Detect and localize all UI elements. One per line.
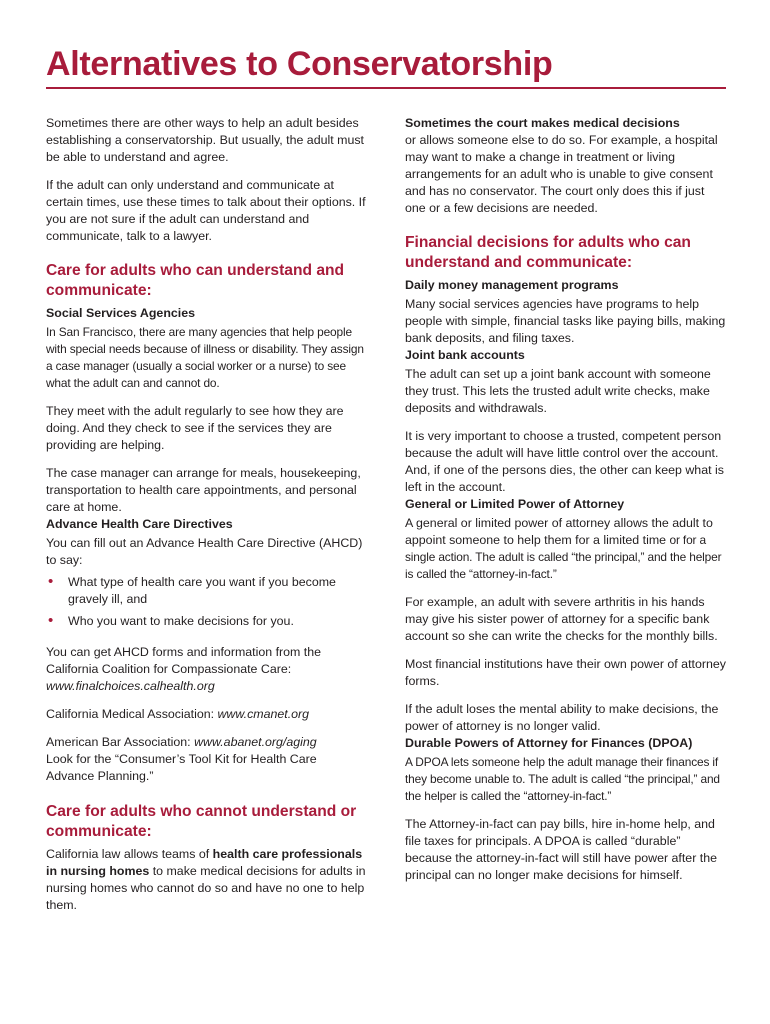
- joint-bank-heading: Joint bank accounts: [405, 348, 525, 362]
- cma-paragraph: California Medical Association: www.cmanet.org: [46, 707, 310, 721]
- social-services-paragraph-1: In San Francisco, there are many agencies that help people with special needs because of illness or disability. They assign a case manager (usually a social worker or a nurse) to see what the adult can and cannot do.: [46, 325, 364, 390]
- ahcd-paragraph-1: You can fill out an Advance Health Care Directive (AHCD) to say:: [46, 536, 363, 567]
- ahcd-heading: Advance Health Care Directives: [46, 517, 233, 531]
- right-column: [405, 115, 727, 884]
- general-poa-heading: General or Limited Power of Attorney: [405, 497, 625, 511]
- dpoa-heading: Durable Powers of Attorney for Finances (DPOA): [405, 736, 693, 750]
- social-services-paragraph-3: The case manager can arrange for meals, housekeeping, transportation to health care appointments, and personal care at home.: [46, 466, 361, 514]
- joint-bank-paragraph-2: It is very important to choose a trusted, competent person because the adult will have little control over the account. And, if one of the persons dies, the other can keep what is left in the account.: [405, 429, 724, 494]
- intro-paragraph-2: If the adult can only understand and communicate at certain times, use these times to talk about their options. If you are not sure if the adult can understand and communicate, talk to a lawyer.: [46, 178, 366, 243]
- cannot-communicate-paragraph: California law allows teams of health care professionals in nursing homes to make medical decisions for adults in nursing homes who cannot do so and have no one to help them.: [46, 847, 366, 912]
- intro-paragraph-1: Sometimes there are other ways to help an adult besides establishing a conservatorship. But usually, the adult must be able to understand and agree.: [46, 116, 364, 164]
- finalchoices-link[interactable]: www.finalchoices.calhealth.org: [46, 679, 215, 693]
- joint-bank-paragraph-1: The adult can set up a joint bank account with someone they trust. This lets the trusted adult write checks, make deposits and withdrawals.: [405, 367, 711, 415]
- bullet-icon: •: [48, 612, 54, 629]
- court-paragraph: Sometimes the court makes medical decisions or allows someone else to do so. For example, a hospital may want to make a change in treatment or living arrangements for an adult who is unable to give consent and has no conservator. The court only does this if just one or a few decisions are needed.: [405, 116, 718, 215]
- daily-money-heading: Daily money management programs: [405, 278, 619, 292]
- social-services-heading: Social Services Agencies: [46, 306, 196, 320]
- ahcd-paragraph-2: You can get AHCD forms and information from the California Coalition for Compassionate Care: www.finalchoices.calhealth.org: [46, 645, 322, 693]
- list-item: • What type of health care you want if you become gravely ill, and: [48, 573, 336, 606]
- dpoa-paragraph-1: A DPOA lets someone help the adult manage their finances if they become unable to. The adult is called “the principal,” and the helper is called the “attorney-in-fact.”: [405, 755, 720, 803]
- section-heading-cannot-communicate: Care for adults who cannot understand or communicate:: [46, 803, 357, 840]
- general-poa-paragraph-4: If the adult loses the mental ability to make decisions, the power of attorney is no longer valid.: [405, 702, 719, 733]
- social-services-paragraph-2: They meet with the adult regularly to see how they are doing. And they check to see if the services they are providing are helping.: [46, 404, 344, 452]
- general-poa-paragraph-1: A general or limited power of attorney allows the adult to appoint someone to help them for a limited time or for a single action. The adult is called “the principal,” and the helper is called the “attorney-in-fact.”: [405, 516, 722, 581]
- daily-money-paragraph: Many social services agencies have programs to help people with simple, financial tasks like paying bills, making bank deposits, and filing taxes.: [405, 297, 726, 345]
- list-item: • Who you want to make decisions for you.: [48, 612, 294, 629]
- left-column: [46, 115, 366, 914]
- bullet-icon: •: [48, 573, 54, 590]
- section-heading-can-communicate: Care for adults who can understand and communicate:: [46, 262, 345, 299]
- abanet-link[interactable]: www.abanet.org/aging: [194, 735, 317, 749]
- general-poa-paragraph-2: For example, an adult with severe arthritis in his hands may give his sister power of attorney for a specific bank account so she can write the checks for the monthly bills.: [405, 595, 718, 643]
- dpoa-paragraph-2: The Attorney-in-fact can pay bills, hire in-home help, and file taxes for principals. A DPOA is called “durable” because the attorney-in-fact will still have power after the principal can no longer make decisions for himself.: [405, 817, 717, 882]
- ahcd-bullet-list: [46, 574, 366, 630]
- cmanet-link[interactable]: www.cmanet.org: [217, 707, 310, 721]
- page-title: Alternatives to Conservatorship: [46, 42, 726, 89]
- aba-paragraph: American Bar Association: www.abanet.org/aging Look for the “Consumer’s Tool Kit for Health Care Advance Planning.”: [46, 735, 317, 783]
- section-heading-financial: Financial decisions for adults who can understand and communicate:: [405, 234, 691, 271]
- general-poa-paragraph-3: Most financial institutions have their own power of attorney forms.: [405, 657, 726, 688]
